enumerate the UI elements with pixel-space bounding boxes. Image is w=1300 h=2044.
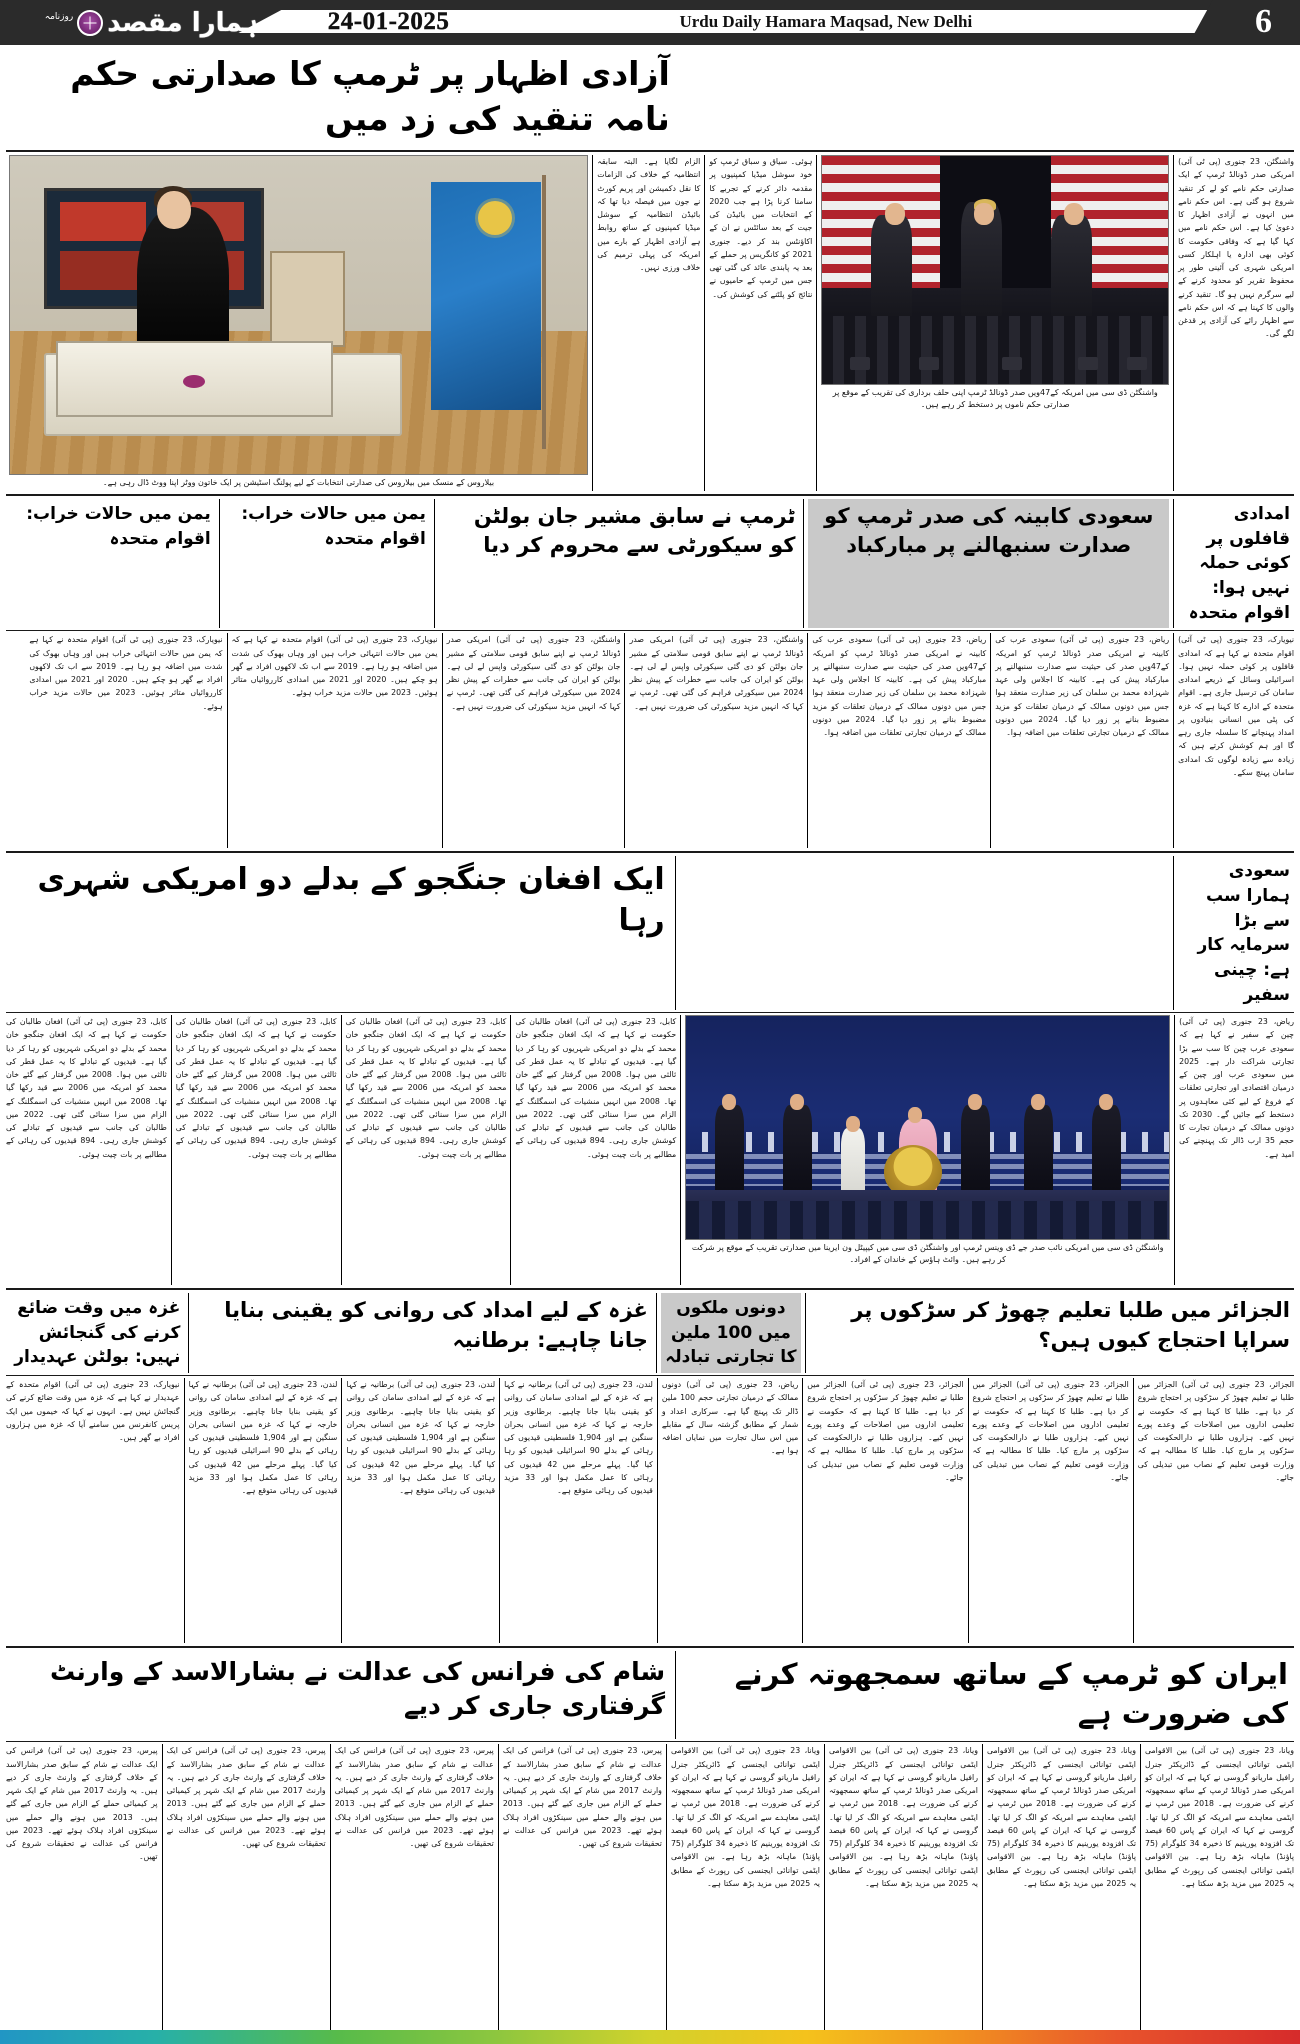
row2-body-1: نیویارک، 23 جنوری (پی ٹی آئی) اقوام متحدہ نے کہا ہے کہ امدادی قافلوں پر کوئی حملہ نہیں ہوا۔ اسرائیلی وسائل کے ذریعے امدادی سامان کی ترسیل جاری ہے۔ اقوام متحدہ کے ادارے کا کہنا ہے کہ غزہ کی پٹی میں انسانی بنیادوں پر امداد پہنچانے کا سلسلہ جاری رہے گا اور ہم کوشش کرتے ہیں کہ زیادہ سے زیادہ لوگوں تک امدادی سامان پہنچ سکے۔	[1178, 635, 1294, 777]
photo-voting-booth	[9, 155, 589, 475]
rule-after-row2	[6, 851, 1294, 853]
row4-headline-algeria: الجزائر میں طلبا تعلیم چھوڑ کر سڑکوں پر سراپا احتجاج کیوں ہیں؟	[851, 1298, 1290, 1352]
row5-headline-syria: شام کی فرانس کی عدالت نے بشارالاسد کے وارنٹ گرفتاری جاری کر دیے	[49, 1657, 666, 1720]
row4-body-gaza2: نیویارک، 23 جنوری (پی ٹی آئی) اقوام متحدہ کے عہدیدار نے کہا ہے کہ غزہ میں وقت ضائع کرنے کی گنجائش نہیں ہے۔ انہوں نے کہا کہ خیموں میں ایک پریس کانفرنس میں سامنے آیا کہ غزہ میں ہزاروں افراد بے گھر ہیں۔	[6, 1380, 180, 1443]
row5-headlines	[6, 1651, 1294, 1739]
photo-trump-press	[821, 155, 1169, 385]
lead-photo1-caption: بیلاروس کے منسک میں بیلاروس کی صدارتی انتخابات کے لیے پولنگ اسٹیشن پر ایک خاتون ووٹر اپنا ووٹ ڈال رہی ہے۔	[102, 478, 495, 488]
row4-headline-trade: دونوں ملکوں میں 100 ملین کا تجارتی تبادلہ	[661, 1293, 801, 1373]
row2-body-2b: ریاض، 23 جنوری (پی ٹی آئی) سعودی عرب کی کابینہ نے امریکی صدر ڈونالڈ ٹرمپ کو امریکہ کے47ویں صدر کی حیثیت سے صدارت سنبھالنے پر مبارکباد پیش کی ہے۔ کابینہ کا اجلاس ولی عہد شہزادہ محمد بن سلمان کی زیر صدارت منعقد ہوا جس میں دونوں ممالک کے درمیان تعلقات کو مزید مضبوط بنانے پر زور دیا گیا۔ 2024 میں دونوں ممالک کے درمیان تجارتی تعلقات میں اضافہ ہوا۔	[812, 635, 987, 738]
row3-body-afghan-d: کابل، 23 جنوری (پی ٹی آئی) افغان طالبان کی حکومت نے کہا ہے کہ ایک افغان جنگجو خان محمد کے بدلے دو امریکی شہریوں کو رہا کر دیا گیا ہے۔ قیدیوں کے تبادلے کا یہ عمل قطر کی ثالثی میں ہوا۔ 2008 میں گرفتار کیے گئے خان محمد کو امریکہ میں 2006 سے قید رکھا گیا تھا۔ 2008 میں انہیں منشیات کی اسمگلنگ کے الزام میں سزا سنائی گئی تھی۔ 2022 میں طالبان کی جانب سے قیدیوں کے تبادلے کی کوشش جاری رہی۔ 894 قیدیوں کی رہائی کے مطالبے پر بات چیت ہوئی۔	[6, 1017, 167, 1159]
row3-headline-afghan: ایک افغان جنگجو کے بدلے دو امریکی شہری رہا	[37, 862, 665, 938]
row4-body-algeria-b: الجزائر، 23 جنوری (پی ٹی آئی) الجزائر میں طلبا نے تعلیم چھوڑ کر سڑکوں پر احتجاج شروع کر دیا ہے۔ طلبا کا کہنا ہے کہ حکومت نے تعلیمی اداروں میں اصلاحات کے وعدے پورے نہیں کیے۔ ہزاروں طلبا نے دارالحکومت کی سڑکوں پر مارچ کیا۔ طلبا کا مطالبہ ہے کہ وزارت قومی تعلیم کے نصاب میں تبدیلی کی جائے۔	[972, 1380, 1129, 1482]
publication-name: Urdu Daily Hamara Maqsad, New Delhi	[679, 12, 973, 31]
row2-headline-4: یمن میں حالات خراب: اقوام متحدہ	[241, 504, 426, 549]
lead-photo2-caption: واشنگٹن ڈی سی میں امریکہ کے47ویں صدر ڈونالڈ ٹرمپ اپنی حلف برداری کی تقریب کے موقع پر صدارتی حکم ناموں پر دستخط کر رہے ہیں۔	[832, 388, 1158, 410]
masthead-center	[0, 8, 1300, 38]
row5-body-iran-d: ویانا، 23 جنوری (پی ٹی آئی) بین الاقوامی ایٹمی توانائی ایجنسی کے ڈائریکٹر جنرل رافیل ماریانو گروسی نے کہا ہے کہ ایران کو امریکی صدر ڈونالڈ ٹرمپ کے ساتھ سمجھوتہ کرنے کی ضرورت ہے۔ 2018 میں ٹرمپ نے ایٹمی معاہدے سے امریکہ کو الگ کر لیا تھا۔ گروسی نے کہا کہ ایران کے پاس 60 فیصد تک افزودہ یورینیم کا ذخیرہ 34 کلوگرام (75 پاؤنڈ) ماہانہ بڑھ رہا ہے۔ بین الاقوامی ایٹمی توانائی ایجنسی کی رپورٹ کے مطابق یہ 2025 میں مزید بڑھ سکتا ہے۔	[670, 1746, 820, 1888]
row2-body-2a: ریاض، 23 جنوری (پی ٹی آئی) سعودی عرب کی کابینہ نے امریکی صدر ڈونالڈ ٹرمپ کو امریکہ کے47ویں صدر کی حیثیت سے صدارت سنبھالنے پر مبارکباد پیش کی ہے۔ کابینہ کا اجلاس ولی عہد شہزادہ محمد بن سلمان کی زیر صدارت منعقد ہوا جس میں دونوں ممالک کے درمیان تعلقات کو مزید مضبوط بنانے پر زور دیا گیا۔ 2024 میں دونوں ممالک کے درمیان تجارتی تعلقات میں اضافہ ہوا۔	[995, 635, 1170, 738]
row2-body-3b: واشنگٹن، 23 جنوری (پی ٹی آئی) امریکی صدر ڈونالڈ ٹرمپ نے اپنے سابق قومی سلامتی کے مشیر جان بولٹن کو دی گئی سیکورٹی واپس لے لی ہے۔ بولٹن کو ایران کی جانب سے خطرات کے پیش نظر 2024 میں سیکورٹی فراہم کی گئی تھی۔ ٹرمپ نے کہا کہ انہیں مزید سیکورٹی کی ضرورت نہیں ہے۔	[446, 635, 621, 711]
lead-headline-row	[6, 48, 1294, 147]
lead-column-1: واشنگٹن، 23 جنوری (پی ٹی آئی) امریکی صدر ڈونالڈ ٹرمپ کے ایک صدارتی حکم نامے کو لے کر تنقید شروع ہو گئی ہے۔ اس حکم نامے میں انہوں نے آزادی اظہار کا دعویٰ کیا ہے۔ اس حکم نامے میں کہا گیا ہے کہ وفاقی حکومت کا کوئی بھی ادارہ یا اہلکار کسی امریکی شہری کی آئینی طور پر محفوظ تقریر کو محدود کرنے کے لیے سرگرم نہیں ہو گا۔ تنقید کرنے والوں کا کہنا ہے کہ اس حکم نامے سے اظہار رائے کی آزادی پر قدغن لگے گی۔	[1178, 157, 1294, 339]
row5-headline-iran: ایران کو ٹرمپ کے ساتھ سمجھوتہ کرنے کی ضرورت ہے	[734, 1657, 1288, 1731]
column-divider	[816, 155, 817, 491]
row4-body-gaza-a: لندن، 23 جنوری (پی ٹی آئی) برطانیہ نے کہا ہے کہ غزہ کے لیے امدادی سامان کی روانی کو یقینی بنایا جانا چاہیے۔ برطانوی وزیر خارجہ نے کہا کہ غزہ میں انسانی بحران سنگین ہے اور 1,904 فلسطینی قیدیوں کی رہائی کے بدلے 90 اسرائیلی قیدیوں کو رہا کیا گیا۔ پہلے مرحلے میں 42 قیدیوں کی رہائی کا عمل مکمل ہوا اور 33 مزید قیدیوں کی رہائی متوقع ہے۔	[504, 1380, 653, 1496]
row2-headline-2: سعودی کابینہ کی صدر ٹرمپ کو صدارت سنبھالنے پر مبارکباد	[808, 499, 1169, 628]
row4-body-gaza-b: لندن، 23 جنوری (پی ٹی آئی) برطانیہ نے کہا ہے کہ غزہ کے لیے امدادی سامان کی روانی کو یقینی بنایا جانا چاہیے۔ برطانوی وزیر خارجہ نے کہا کہ غزہ میں انسانی بحران سنگین ہے اور 1,904 فلسطینی قیدیوں کی رہائی کے بدلے 90 اسرائیلی قیدیوں کو رہا کیا گیا۔ پہلے مرحلے میں 42 قیدیوں کی رہائی کا عمل مکمل ہوا اور 33 مزید قیدیوں کی رہائی متوقع ہے۔	[346, 1380, 496, 1496]
row2-body-4: نیویارک، 23 جنوری (پی ٹی آئی) اقوام متحدہ نے کہا ہے کہ یمن میں حالات انتہائی خراب ہیں اور وہاں بھوک کی شدت میں اضافہ ہو رہا ہے۔ 2019 سے اب تک لاکھوں افراد بے گھر ہو چکے ہیں۔ 2020 اور 2021 میں امدادی کارروائیاں متاثر ہوئیں۔ 2023 میں حالات مزید خراب ہوئے۔	[231, 635, 438, 698]
row2-headline-1: امدادی قافلوں پر کوئی حملہ نہیں ہوا: اقوام متحدہ	[1188, 504, 1290, 623]
lead-photo2-block	[821, 155, 1169, 491]
lead-column-3: الزام لگایا ہے۔ البتہ سابقہ انتظامیہ کے خلاف کی الزامات کا نقل دکمیشن اور پریم کورٹ نے جون میں فیصلہ دیا تھا کہ بائیڈن انتظامیہ کے سوشل میڈیا کمپنیوں کے ساتھ روابط ہے آزادی اظہار کے بارے میں امریکہ کی پہلی ترمیم کی خلاف ورزی نہیں۔	[597, 157, 701, 273]
row4-headlines	[6, 1293, 1294, 1373]
row5-body-syria-c: پیرس، 23 جنوری (پی ٹی آئی) فرانس کی ایک عدالت نے شام کے سابق صدر بشارالاسد کے خلاف گرفتاری کے وارنٹ جاری کر دیے ہیں۔ یہ وارنٹ 2017 میں شام کے ایک شہر پر کیمیائی حملے کے الزام میں جاری کیے گئے ہیں۔ 2013 میں ہونے والے حملے میں سینکڑوں افراد ہلاک ہوئے تھے۔ 2023 میں فرانس کی عدالت نے تحقیقات شروع کی تھیں۔	[166, 1746, 326, 1849]
row3-photo-block	[685, 1015, 1170, 1285]
row5-body-iran-c: ویانا، 23 جنوری (پی ٹی آئی) بین الاقوامی ایٹمی توانائی ایجنسی کے ڈائریکٹر جنرل رافیل ماریانو گروسی نے کہا ہے کہ ایران کو امریکی صدر ڈونالڈ ٹرمپ کے ساتھ سمجھوتہ کرنے کی ضرورت ہے۔ 2018 میں ٹرمپ نے ایٹمی معاہدے سے امریکہ کو الگ کر لیا تھا۔ گروسی نے کہا کہ ایران کے پاس 60 فیصد تک افزودہ یورینیم کا ذخیرہ 34 کلوگرام (75 پاؤنڈ) ماہانہ بڑھ رہا ہے۔ بین الاقوامی ایٹمی توانائی ایجنسی کی رپورٹ کے مطابق یہ 2025 میں مزید بڑھ سکتا ہے۔	[828, 1746, 978, 1888]
row4-headline-gaza: غزہ کے لیے امداد کی روانی کو یقینی بنایا جانا چاہیے: برطانیہ	[224, 1298, 648, 1352]
logo-subtitle: روزنامہ	[44, 11, 74, 22]
lead-photo1-block	[9, 155, 589, 491]
row4-body-algeria-a: الجزائر، 23 جنوری (پی ٹی آئی) الجزائر میں طلبا نے تعلیم چھوڑ کر سڑکوں پر احتجاج شروع کر دیا ہے۔ طلبا کا کہنا ہے کہ حکومت نے تعلیمی اداروں میں اصلاحات کے وعدے پورے نہیں کیے۔ ہزاروں طلبا نے دارالحکومت کی سڑکوں پر مارچ کیا۔ طلبا کا مطالبہ ہے کہ وزارت قومی تعلیم کے نصاب میں تبدیلی کی جائے۔	[1137, 1380, 1294, 1482]
rule-after-row4	[6, 1646, 1294, 1648]
row5-body-syria-b: پیرس، 23 جنوری (پی ٹی آئی) فرانس کی ایک عدالت نے شام کے سابق صدر بشارالاسد کے خلاف گرفتاری کے وارنٹ جاری کر دیے ہیں۔ یہ وارنٹ 2017 میں شام کے ایک شہر پر کیمیائی حملے کے الزام میں جاری کیے گئے ہیں۔ 2013 میں ہونے والے حملے میں سینکڑوں افراد ہلاک ہوئے تھے۔ 2023 میں فرانس کی عدالت نے تحقیقات شروع کی تھیں۔	[334, 1746, 494, 1849]
row4-body	[6, 1378, 1294, 1643]
row3-body-afghan-a: کابل، 23 جنوری (پی ٹی آئی) افغان طالبان کی حکومت نے کہا ہے کہ ایک افغان جنگجو خان محمد کے بدلے دو امریکی شہریوں کو رہا کر دیا گیا ہے۔ قیدیوں کے تبادلے کا یہ عمل قطر کی ثالثی میں ہوا۔ 2008 میں گرفتار کیے گئے خان محمد کو امریکہ میں 2006 سے قید رکھا گیا تھا۔ 2008 میں انہیں منشیات کی اسمگلنگ کے الزام میں سزا سنائی گئی تھی۔ 2022 میں طالبان کی جانب سے قیدیوں کے تبادلے کی کوشش جاری رہی۔ 894 قیدیوں کی رہائی کے مطالبے پر بات چیت ہوئی۔	[515, 1017, 677, 1159]
row3-headlines	[6, 856, 1294, 1010]
row3-body-afghan-c: کابل، 23 جنوری (پی ٹی آئی) افغان طالبان کی حکومت نے کہا ہے کہ ایک افغان جنگجو خان محمد کے بدلے دو امریکی شہریوں کو رہا کر دیا گیا ہے۔ قیدیوں کے تبادلے کا یہ عمل قطر کی ثالثی میں ہوا۔ 2008 میں گرفتار کیے گئے خان محمد کو امریکہ میں 2006 سے قید رکھا گیا تھا۔ 2008 میں انہیں منشیات کی اسمگلنگ کے الزام میں سزا سنائی گئی تھی۔ 2022 میں طالبان کی جانب سے قیدیوں کے تبادلے کی کوشش جاری رہی۔ 894 قیدیوں کی رہائی کے مطالبے پر بات چیت ہوئی۔	[175, 1017, 337, 1159]
rule-after-lead	[6, 494, 1294, 496]
column-divider	[592, 155, 593, 491]
lead-story-row	[6, 155, 1294, 491]
rainbow-footer-bar	[0, 2030, 1300, 2044]
row3-headline-saudi: سعودی ہمارا سب سے بڑا سرمایہ کار ہے: چینی سفیر	[1197, 861, 1290, 1005]
row2-headlines	[6, 499, 1294, 628]
row2-headline-5: یمن میں حالات خراب: اقوام متحدہ	[26, 504, 211, 549]
newspaper-page	[0, 48, 1300, 2044]
logo-wordmark: ہمارا مقصد	[107, 8, 258, 38]
photo-inaugural-ball	[685, 1015, 1170, 1240]
row5-body	[6, 1744, 1294, 2044]
row3-body	[6, 1015, 1294, 1285]
rule-under-lead-headline	[6, 150, 1294, 152]
row4-body-algeria-c: الجزائر، 23 جنوری (پی ٹی آئی) الجزائر میں طلبا نے تعلیم چھوڑ کر سڑکوں پر احتجاج شروع کر دیا ہے۔ طلبا کا کہنا ہے کہ حکومت نے تعلیمی اداروں میں اصلاحات کے وعدے پورے نہیں کیے۔ ہزاروں طلبا نے دارالحکومت کی سڑکوں پر مارچ کیا۔ طلبا کا مطالبہ ہے کہ وزارت قومی تعلیم کے نصاب میں تبدیلی کی جائے۔	[807, 1380, 964, 1482]
column-divider	[704, 155, 705, 491]
lead-column-2: ہوئی۔ سیاق و سباق ٹرمپ کو خود سوشل میڈیا کمپنیوں پر مقدمہ دائر کرنے کے تجربے کا سامنا کرنا پڑا ہے جب 2020 کے انتخابات میں بائیڈن کی جیت کے بعد سائٹس نے ان کے اکاؤنٹس بند کر دیے۔ جنوری 2021 کو کانگریس پر حملے کے بعد یہ پابندی عائد کی گئی تھی جس میں ٹرمپ کے حامیوں نے نتائج کو پلٹنے کی کوشش کی۔	[709, 157, 813, 299]
row3-body-afghan-b: کابل، 23 جنوری (پی ٹی آئی) افغان طالبان کی حکومت نے کہا ہے کہ ایک افغان جنگجو خان محمد کے بدلے دو امریکی شہریوں کو رہا کر دیا گیا ہے۔ قیدیوں کے تبادلے کا یہ عمل قطر کی ثالثی میں ہوا۔ 2008 میں گرفتار کیے گئے خان محمد کو امریکہ میں 2006 سے قید رکھا گیا تھا۔ 2008 میں انہیں منشیات کی اسمگلنگ کے الزام میں سزا سنائی گئی تھی۔ 2022 میں طالبان کی جانب سے قیدیوں کے تبادلے کی کوشش جاری رہی۔ 894 قیدیوں کی رہائی کے مطالبے پر بات چیت ہوئی۔	[345, 1017, 507, 1159]
publication-date: 24-01-2025	[327, 8, 450, 35]
row3-photo-slot	[680, 856, 1169, 1010]
rule-after-row3	[6, 1288, 1294, 1290]
row2-body-5: نیویارک، 23 جنوری (پی ٹی آئی) اقوام متحدہ نے کہا ہے کہ یمن میں حالات انتہائی خراب ہیں اور وہاں بھوک کی شدت میں اضافہ ہو رہا ہے۔ 2019 سے اب تک لاکھوں افراد بے گھر ہو چکے ہیں۔ 2020 اور 2021 میں امدادی کارروائیاں متاثر ہوئیں۔ 2023 میں حالات مزید خراب ہوئے۔	[29, 635, 223, 711]
column-divider	[1173, 155, 1174, 491]
page-number: 6	[1255, 3, 1272, 40]
lead-headline: آزادی اظہار پر ٹرمپ کا صدارتی حکم نامہ تنقید کی زد میں	[70, 54, 670, 138]
row4-body-trade: ریاض، 23 جنوری (پی ٹی آئی) دونوں ممالک کے درمیان تجارتی حجم 100 ملین ڈالر تک پہنچ گیا ہے۔ سرکاری اعداد و شمار کے مطابق گزشتہ سال کے مقابلے میں اس سال تجارت میں نمایاں اضافہ ہوا ہے۔	[661, 1380, 799, 1456]
row5-body-syria-a: پیرس، 23 جنوری (پی ٹی آئی) فرانس کی ایک عدالت نے شام کے سابق صدر بشارالاسد کے خلاف گرفتاری کے وارنٹ جاری کر دیے ہیں۔ یہ وارنٹ 2017 میں شام کے ایک شہر پر کیمیائی حملے کے الزام میں جاری کیے گئے ہیں۔ 2013 میں ہونے والے حملے میں سینکڑوں افراد ہلاک ہوئے تھے۔ 2023 میں فرانس کی عدالت نے تحقیقات شروع کی تھیں۔	[502, 1746, 662, 1849]
row5-body-iran-a: ویانا، 23 جنوری (پی ٹی آئی) بین الاقوامی ایٹمی توانائی ایجنسی کے ڈائریکٹر جنرل رافیل ماریانو گروسی نے کہا ہے کہ ایران کو امریکی صدر ڈونالڈ ٹرمپ کے ساتھ سمجھوتہ کرنے کی ضرورت ہے۔ 2018 میں ٹرمپ نے ایٹمی معاہدے سے امریکہ کو الگ کر لیا تھا۔ گروسی نے کہا کہ ایران کے پاس 60 فیصد تک افزودہ یورینیم کا ذخیرہ 34 کلوگرام (75 پاؤنڈ) ماہانہ بڑھ رہا ہے۔ بین الاقوامی ایٹمی توانائی ایجنسی کی رپورٹ کے مطابق یہ 2025 میں مزید بڑھ سکتا ہے۔	[1144, 1746, 1294, 1888]
row2-headline-3: ٹرمپ نے سابق مشیر جان بولٹن کو سیکورٹی سے محروم کر دیا	[473, 504, 796, 558]
row5-body-iran-b: ویانا، 23 جنوری (پی ٹی آئی) بین الاقوامی ایٹمی توانائی ایجنسی کے ڈائریکٹر جنرل رافیل ماریانو گروسی نے کہا ہے کہ ایران کو امریکی صدر ڈونالڈ ٹرمپ کے ساتھ سمجھوتہ کرنے کی ضرورت ہے۔ 2018 میں ٹرمپ نے ایٹمی معاہدے سے امریکہ کو الگ کر لیا تھا۔ گروسی نے کہا کہ ایران کے پاس 60 فیصد تک افزودہ یورینیم کا ذخیرہ 34 کلوگرام (75 پاؤنڈ) ماہانہ بڑھ رہا ہے۔ بین الاقوامی ایٹمی توانائی ایجنسی کی رپورٹ کے مطابق یہ 2025 میں مزید بڑھ سکتا ہے۔	[986, 1746, 1136, 1888]
row5-body-syria-d: پیرس، 23 جنوری (پی ٹی آئی) فرانس کی ایک عدالت نے شام کے سابق صدر بشارالاسد کے خلاف گرفتاری کے وارنٹ جاری کر دیے ہیں۔ یہ وارنٹ 2017 میں شام کے ایک شہر پر کیمیائی حملے کے الزام میں جاری کیے گئے ہیں۔ 2013 میں ہونے والے حملے میں سینکڑوں افراد ہلاک ہوئے تھے۔ 2023 میں فرانس کی عدالت نے تحقیقات شروع کی تھیں۔	[6, 1746, 158, 1862]
row4-headline-gaza2: غزہ میں وقت ضائع کرنے کی گنجائش نہیں: بولٹن عہدیدار	[14, 1298, 181, 1368]
masthead	[0, 0, 1300, 45]
row4-body-gaza-c: لندن، 23 جنوری (پی ٹی آئی) برطانیہ نے کہا ہے کہ غزہ کے لیے امدادی سامان کی روانی کو یقینی بنایا جانا چاہیے۔ برطانوی وزیر خارجہ نے کہا کہ غزہ میں انسانی بحران سنگین ہے اور 1,904 فلسطینی قیدیوں کی رہائی کے بدلے 90 اسرائیلی قیدیوں کو رہا کیا گیا۔ پہلے مرحلے میں 42 قیدیوں کی رہائی کا عمل مکمل ہوا اور 33 مزید قیدیوں کی رہائی متوقع ہے۔	[188, 1380, 338, 1496]
row3-body-saudi: ریاض، 23 جنوری (پی ٹی آئی) چین کے سفیر نے کہا ہے کہ سعودی عرب چین کا سب سے بڑا تجارتی شراکت دار ہے۔ 2025 میں سعودی عرب اور چین کے درمیان اقتصادی اور تجارتی تعلقات کے فروغ کے لیے کئی معاہدوں پر دستخط کیے جائیں گے۔ 2030 تک دونوں ممالک کے درمیان تجارت کا حجم 35 ارب ڈالر تک پہنچنے کی امید ہے۔	[1179, 1017, 1294, 1159]
row2-body	[6, 633, 1294, 848]
row2-body-3a: واشنگٹن، 23 جنوری (پی ٹی آئی) امریکی صدر ڈونالڈ ٹرمپ نے اپنے سابق قومی سلامتی کے مشیر جان بولٹن کو دی گئی سیکورٹی واپس لے لی ہے۔ بولٹن کو ایران کی جانب سے خطرات کے پیش نظر 2024 میں سیکورٹی فراہم کی گئی تھی۔ ٹرمپ نے کہا کہ انہیں مزید سیکورٹی کی ضرورت نہیں ہے۔	[629, 635, 804, 711]
row3-photo-caption: واشنگٹن ڈی سی میں امریکی نائب صدر جے ڈی وینس ٹرمپ اور واشنگٹن ڈی سی میں کیپیٹل ون ایرینا میں صدارتی تقریب کے موقع پر شرکت کر رہے ہیں۔ وائٹ ہاؤس کے خاندان کے افراد۔	[691, 1243, 1164, 1265]
